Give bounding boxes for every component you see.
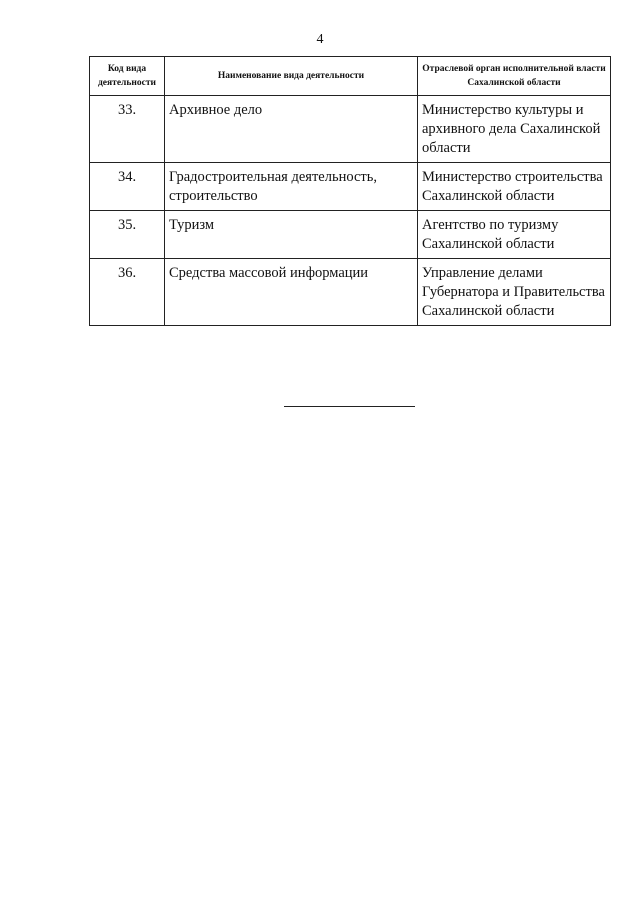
authority-name: Министерство культуры и архивного дела Сахалинской области — [418, 96, 611, 163]
authority-name: Агентство по туризму Сахалинской области — [418, 211, 611, 259]
activity-code: 34. — [90, 163, 165, 211]
table-row — [90, 163, 611, 211]
header-row — [90, 57, 611, 96]
table-row — [90, 96, 611, 163]
end-of-document-rule — [284, 406, 415, 407]
page-number: 4 — [316, 32, 324, 47]
activity-code: 33. — [90, 96, 165, 163]
activity-name: Архивное дело — [165, 96, 418, 163]
activity-code: 35. — [90, 211, 165, 259]
authority-name: Управление делами Губернатора и Правительства Сахалинской области — [418, 259, 611, 326]
table-row — [90, 259, 611, 326]
table-header — [90, 57, 611, 96]
activity-name: Туризм — [165, 211, 418, 259]
activity-code: 36. — [90, 259, 165, 326]
header-code: Код вида деятельности — [90, 57, 165, 96]
activity-name: Средства массовой информации — [165, 259, 418, 326]
header-name: Наименование вида деятельности — [165, 57, 418, 96]
authority-name: Министерство строительства Сахалинской области — [418, 163, 611, 211]
activities-table — [89, 56, 611, 326]
header-authority: Отраслевой орган исполнительной власти Сахалинской области — [418, 57, 611, 96]
table-body — [90, 96, 611, 326]
activity-name: Градостроительная деятельность, строительство — [165, 163, 418, 211]
table-row — [90, 211, 611, 259]
